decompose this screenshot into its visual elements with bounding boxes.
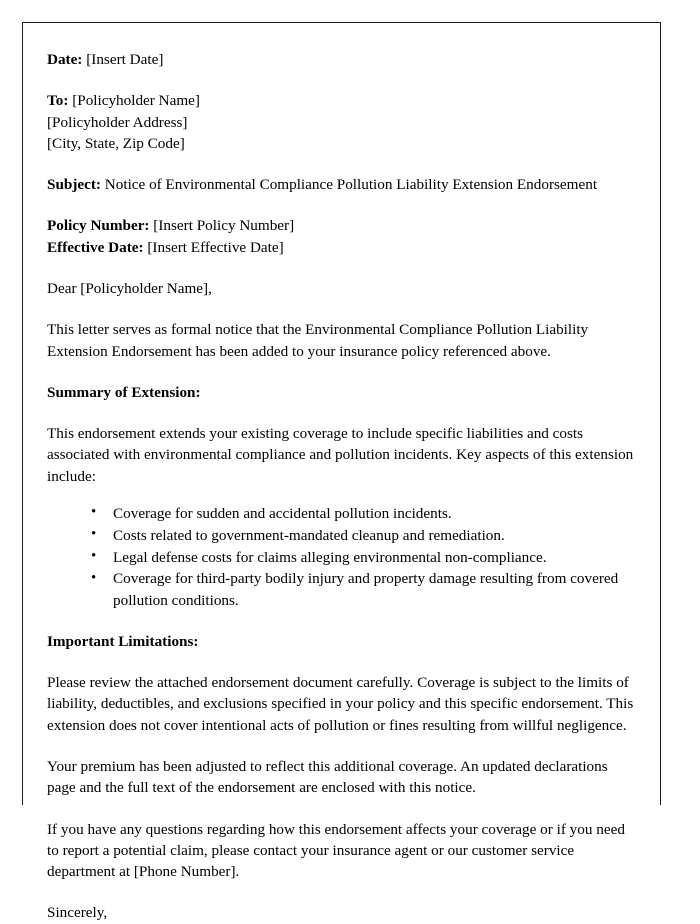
document-body: [23, 23, 660, 924]
recipient-name-line: [47, 90, 640, 111]
list-item: • Coverage for third-party bodily injury and property damage resulting from covered pollution conditions.: [91, 568, 640, 611]
effective-date-line: [47, 237, 640, 258]
recipient-city-state-zip: [City, State, Zip Code]: [47, 134, 185, 152]
limitations-paragraph: Please review the attached endorsement document carefully. Coverage is subject to the limits of liability, deductibles, and exclusions specified in your policy and this specific endorsement. This extension does not cover intentional acts of pollution or fines resulting from willful negligence.: [47, 674, 634, 734]
recipient-name: [Policyholder Name]: [72, 92, 200, 110]
recipient-address: [Policyholder Address]: [47, 113, 188, 131]
limitations-heading: Important Limitations:: [47, 632, 199, 650]
effective-date-value: [Insert Effective Date]: [147, 238, 284, 256]
summary-paragraph: This endorsement extends your existing coverage to include specific liabilities and costs associated with environmental compliance and pollution incidents. Key aspects of this extension include:: [47, 425, 634, 485]
policy-number-label: Policy Number:: [47, 217, 150, 235]
list-item: • Legal defense costs for claims alleging environmental non-compliance.: [91, 547, 640, 568]
subject-value: Notice of Environmental Compliance Pollution Liability Extension Endorsement: [104, 176, 598, 194]
summary-heading: Summary of Extension:: [47, 383, 201, 401]
date-line: [47, 49, 640, 70]
premium-paragraph: Your premium has been adjusted to reflect this additional coverage. An updated declarations page and the full text of the endorsement are enclosed with this notice.: [47, 757, 608, 797]
recipient-block: [47, 90, 640, 154]
contact-paragraph: If you have any questions regarding how this endorsement affects your coverage or if you need to report a potential claim, please contact your insurance agent or our customer service department at [Phone Number].: [47, 820, 625, 881]
subject-line: [47, 174, 640, 195]
policy-number-value: [Insert Policy Number]: [153, 217, 295, 235]
to-label: To:: [47, 92, 69, 110]
intro-paragraph: This letter serves as formal notice that the Environmental Compliance Pollution Liability Extension Endorsement has been added to your insurance policy referenced above.: [47, 321, 589, 360]
document-page: [22, 22, 661, 922]
closing: Sincerely,: [47, 904, 108, 922]
list-item: • Costs related to government-mandated cleanup and remediation.: [91, 525, 640, 546]
list-item: • Coverage for sudden and accidental pollution incidents.: [91, 503, 640, 524]
extension-bullet-list: [47, 503, 640, 611]
effective-date-label: Effective Date:: [47, 238, 144, 256]
date-label: Date:: [47, 51, 83, 68]
policy-identifier-block: [47, 215, 640, 258]
date-value: [Insert Date]: [86, 51, 164, 68]
subject-label: Subject:: [47, 176, 101, 194]
policy-number-line: [47, 215, 640, 236]
salutation: Dear [Policyholder Name],: [47, 279, 212, 297]
